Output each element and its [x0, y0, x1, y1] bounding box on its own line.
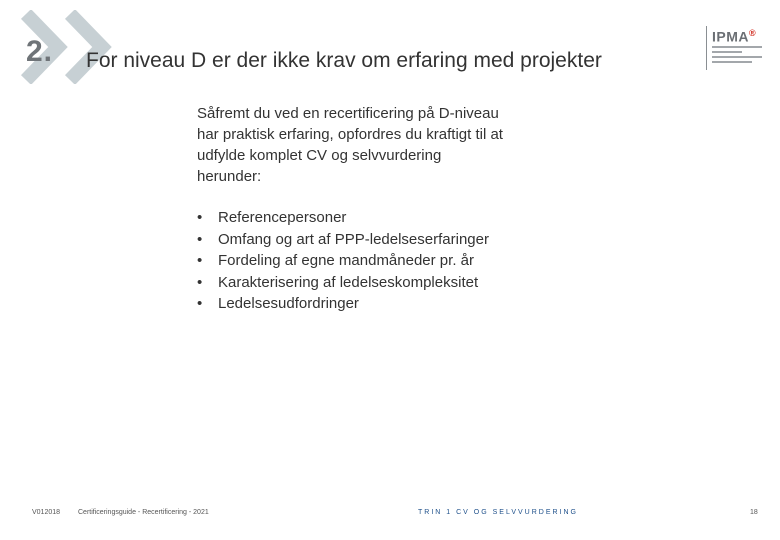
bullet-icon: •	[197, 209, 203, 226]
list-item: • Ledelsesudfordringer	[197, 293, 489, 315]
list-item: • Referencepersoner	[197, 207, 489, 229]
list-item: • Karakterisering af ledelseskompleksitet	[197, 272, 489, 294]
bullet-icon: •	[197, 252, 203, 269]
logo-brand: IPMA®	[712, 28, 757, 45]
footer-document: Certificeringsguide - Recertificering - 2021	[78, 509, 209, 516]
logo-mark: ®	[749, 28, 757, 38]
ipma-logo	[706, 26, 764, 70]
step-number: 2.	[26, 35, 54, 68]
intro-paragraph: Såfremt du ved en recertificering på D-niveau har praktisk erfaring, opfordres du kraftigt til at udfylde komplet CV og selvvurdering herunder:	[197, 105, 503, 185]
bullet-icon: •	[197, 230, 203, 248]
footer-version: V012018	[32, 509, 61, 516]
logo-tagline-lines	[712, 46, 762, 66]
bullet-icon: •	[197, 295, 203, 312]
footer-step: TRIN 1 CV OG SELVVURDERING	[418, 509, 579, 516]
bullet-icon: •	[197, 273, 203, 291]
list-item: • Omfang og art af PPP-ledelseserfaringer	[197, 229, 489, 251]
logo-divider	[706, 26, 707, 70]
page-number: 18	[750, 509, 758, 516]
list-item: • Fordeling af egne mandmåneder pr. år	[197, 250, 489, 272]
bullet-list	[197, 207, 489, 315]
slide-title: For niveau D er der ikke krav om erfaring med projekter	[86, 49, 602, 72]
